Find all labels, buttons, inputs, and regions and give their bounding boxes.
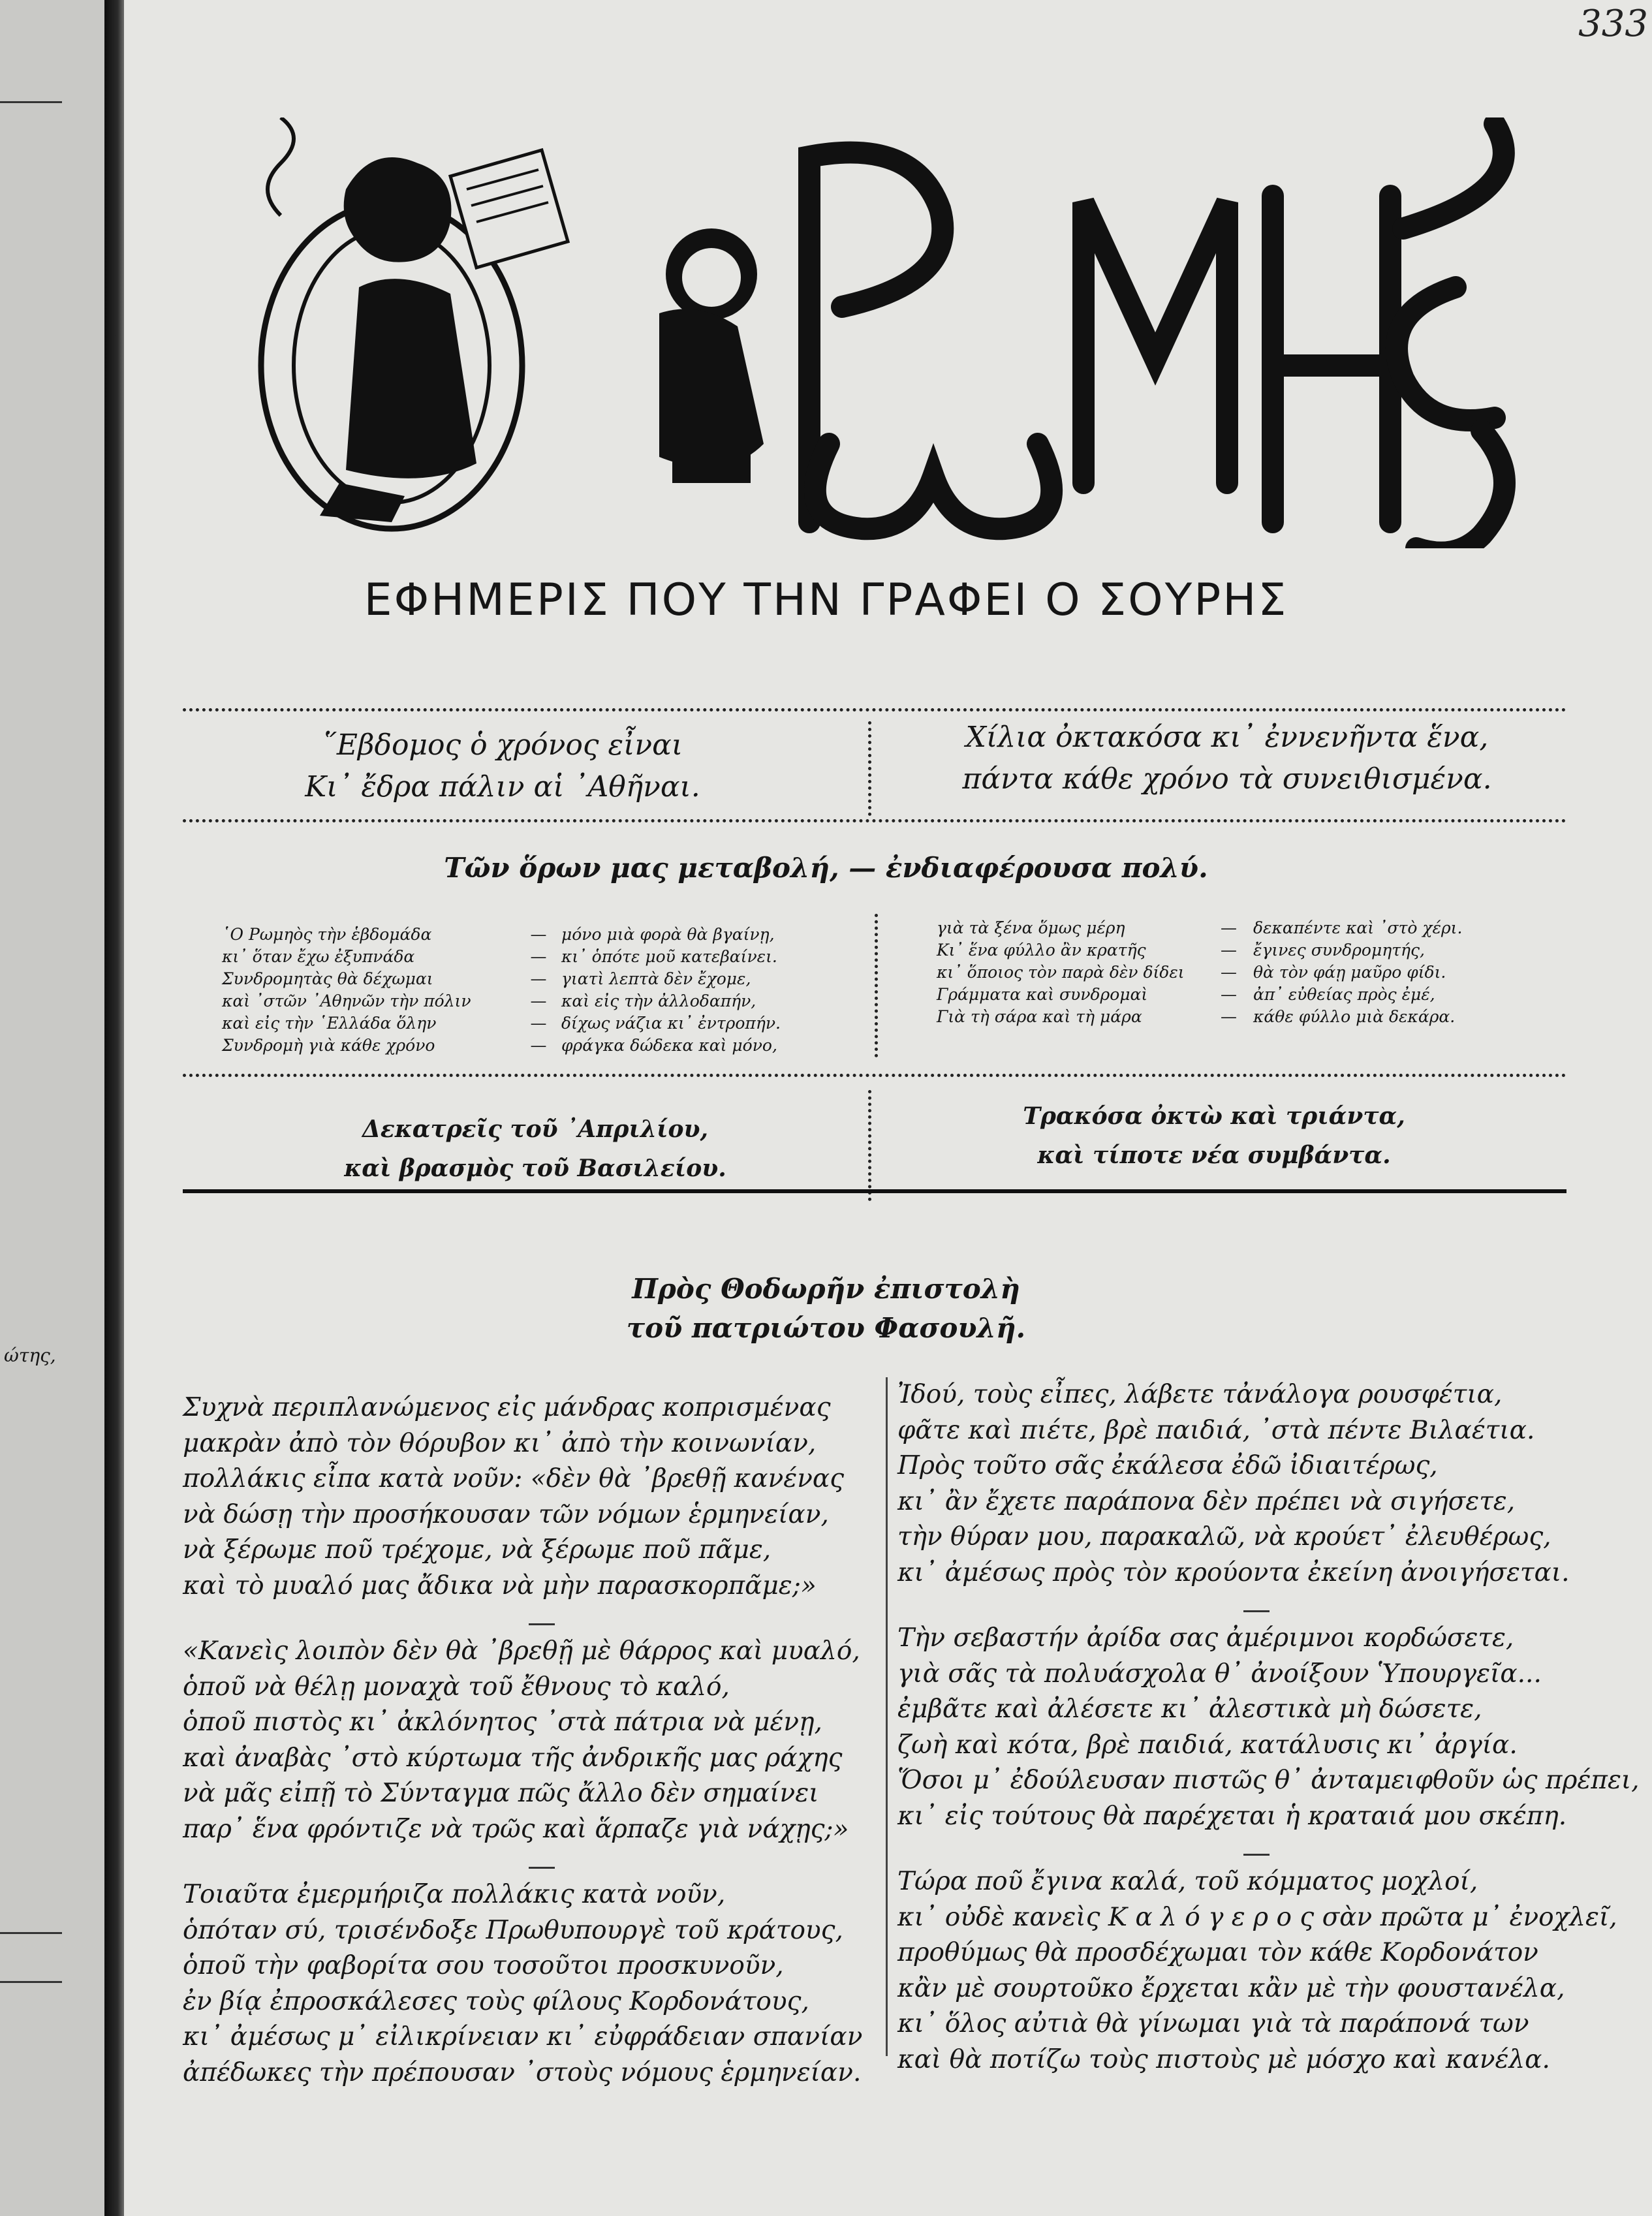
verse-line: Τὴν σεβαστήν ἀρίδα σας ἀμέριμνοι κορδώσετε, xyxy=(897,1623,1514,1653)
verse-line: ῞Εβδομος ὁ χρόνος εἶναι xyxy=(322,728,683,762)
verse-line: κι᾽ ἀμέσως μ᾽ εἰλικρίνειαν κι᾽ εὐφράδειαν σπανίαν xyxy=(183,2022,863,2052)
stanza-separator xyxy=(897,1850,1589,1864)
stanza xyxy=(897,1377,1589,1591)
dotted-column-divider xyxy=(868,721,871,816)
intro-verse-right xyxy=(901,717,1553,800)
verse-line: Ὅσοι μ᾽ ἐδούλευσαν πιστῶς θ᾽ ἀνταμειφθοῦν ὡς πρέπει, xyxy=(897,1766,1640,1795)
book-spine xyxy=(104,0,127,2216)
article-title xyxy=(0,1270,1652,1348)
dotted-column-divider xyxy=(875,914,878,1057)
verse-line: ὁποῦ πιστὸς κι᾽ ἀκλόνητος ᾽στὰ πάτρια νὰ μένῃ, xyxy=(183,1708,822,1737)
column-rule xyxy=(886,1377,888,2056)
masthead-logo xyxy=(242,117,1534,548)
terms-row: ῾Ο Ρωμηὸς τὴν ἑβδομάδα — μόνο μιὰ φορὰ θὰ βγαίνῃ, xyxy=(222,925,775,944)
verse-line: κι᾽ οὐδὲ κανεὶς Κ α λ ό γ ε ρ ο ς σὰν πρῶτα μ᾽ ἐνοχλεῖ, xyxy=(897,1902,1617,1932)
verse-line: ζωὴ καὶ κότα, βρὲ παιδιά, κατάλυσις κι᾽ ἀργία. xyxy=(897,1730,1518,1760)
verse-line: ἐν βίᾳ ἐπροσκάλεσες τοὺς φίλους Κορδονάτους, xyxy=(183,1986,809,2016)
verse-line: νὰ δώσῃ τὴν προσήκουσαν τῶν νόμων ἑρμηνείαν, xyxy=(183,1499,829,1529)
verse-line: ὁποῦ νὰ θέλῃ μοναχὰ τοῦ ἔθνους τὸ καλό, xyxy=(183,1672,730,1702)
verse-line: κἂν μὲ σουρτοῦκο ἔρχεται κἂν μὲ τὴν φουστανέλα, xyxy=(897,1973,1565,2003)
terms-row: καὶ ᾽στῶν ᾽Αθηνῶν τὴν πόλιν — καὶ εἰς τὴν ἀλλοδαπήν, xyxy=(222,991,756,1010)
verse-line: μακρὰν ἀπὸ τὸν θόρυβον κι᾽ ἀπὸ τὴν κοινωνίαν, xyxy=(183,1428,817,1458)
margin-rule xyxy=(0,1981,62,1983)
terms-row: Συνδρομὴ γιὰ κάθε χρόνο — φράγκα δώδεκα καὶ μόνο, xyxy=(222,1036,777,1055)
dotted-divider xyxy=(183,1074,1566,1077)
verse-line: φᾶτε καὶ πιέτε, βρὲ παιδιά, ᾽στὰ πέντε Βιλαέτια. xyxy=(897,1415,1535,1445)
verse-line: ἐμβᾶτε καὶ ἀλέσετε κι᾽ ἀλεστικὰ μὴ δώσετε, xyxy=(897,1694,1482,1724)
verse-line: νὰ ξέρωμε ποῦ τρέχομε, νὰ ξέρωμε ποῦ πᾶμε, xyxy=(183,1535,771,1565)
article-title-line: τοῦ πατριώτου Φασουλῆ. xyxy=(626,1312,1026,1344)
solid-divider xyxy=(183,1189,1566,1193)
article-title-line: Πρὸς Θοδωρῆν ἐπιστολὴ xyxy=(632,1273,1020,1305)
masthead-tagline: ΕΦΗΜΕΡΙΣ ΠΟΥ ΤΗΝ ΓΡΑΦΕΙ Ο ΣΟΥΡΗΣ xyxy=(364,574,1288,626)
date-line: Τρακόσα ὀκτὼ καὶ τριάντα, xyxy=(1023,1102,1405,1130)
margin-rule xyxy=(0,101,62,103)
masthead-illustration xyxy=(242,117,1534,548)
verse-line: νὰ μᾶς εἰπῇ τὸ Σύνταγμα πῶς ἄλλο δὲν σημαίνει xyxy=(183,1779,819,1808)
verse-line: τὴν θύραν μου, παρακαλῶ, νὰ κρούετ᾽ ἐλευθέρως, xyxy=(897,1522,1551,1552)
verse-line: κι᾽ ἂν ἔχετε παράπονα δὲν πρέπει νὰ σιγήσετε, xyxy=(897,1486,1516,1516)
verse-line: ὁπόταν σύ, τρισένδοξε Πρωθυπουργὲ τοῦ κράτους, xyxy=(183,1915,843,1945)
verse-line: πολλάκις εἶπα κατὰ νοῦν: «δὲν θὰ ᾽βρεθῇ κανένας xyxy=(183,1464,845,1493)
verse-line: γιὰ σᾶς τὰ πολυάσχολα θ᾽ ἀνοίξουν Ὑπουργεῖα... xyxy=(897,1659,1542,1689)
article-right-column xyxy=(897,1377,1640,2093)
verse-line: προθύμως θὰ προσδέχωμαι τὸν κάθε Κορδονάτον xyxy=(897,1938,1538,1967)
verse-line: ὁποῦ τὴν φαβορίτα σου τοσοῦτοι προσκυνοῦν, xyxy=(183,1951,784,1980)
verse-line: Τοιαῦτα ἐμερμήριζα πολλάκις κατὰ νοῦν, xyxy=(183,1880,726,1909)
dotted-divider xyxy=(183,819,1566,822)
terms-row: Γιὰ τὴ σάρα καὶ τὴ μάρα — κάθε φύλλο μιὰ δεκάρα. xyxy=(937,1007,1456,1026)
terms-heading: Τῶν ὅρων μας μεταβολή, — ἐνδιαφέρουσα πολύ. xyxy=(444,852,1208,884)
terms-row: Συνδρομητὰς θὰ δέχωμαι — γιατὶ λεπτὰ δὲν ἔχομε, xyxy=(222,969,751,988)
verse-line: Τώρα ποῦ ἔγινα καλά, τοῦ κόμματος μοχλοί, xyxy=(897,1867,1478,1896)
verse-line: κι᾽ ὅλος αὐτιὰ θὰ γίνωμαι γιὰ τὰ παράπονά των xyxy=(897,2009,1529,2038)
verse-line: Ἰδού, τοὺς εἶπες, λάβετε τἀνάλογα ρουσφέτια, xyxy=(897,1380,1503,1409)
stanza xyxy=(183,1877,875,2091)
margin-rule xyxy=(0,1932,62,1934)
date-line: καὶ τίποτε νέα συμβάντα. xyxy=(1037,1142,1391,1169)
terms-right-column xyxy=(937,917,1462,1028)
margin-fragment: ώτης, xyxy=(4,1345,56,1366)
intro-verse-left xyxy=(248,725,757,808)
verse-line: κι᾽ ἀμέσως πρὸς τὸν κρούοντα ἐκείνη ἀνοιγήσεται. xyxy=(897,1557,1570,1587)
verse-line: καὶ ἀναβὰς ᾽στὸ κύρτωμα τῆς ἀνδρικῆς μας ράχης xyxy=(183,1743,843,1773)
dotted-column-divider xyxy=(868,1090,871,1201)
date-line: καὶ βρασμὸς τοῦ Βασιλείου. xyxy=(344,1155,726,1182)
stanza xyxy=(183,1634,875,1847)
verse-line: πάντα κάθε χρόνο τὰ συνειθισμένα. xyxy=(962,762,1492,796)
terms-left-column xyxy=(222,924,781,1057)
issue-date xyxy=(222,1110,849,1188)
terms-row: καὶ εἰς τὴν ῾Ελλάδα ὅλην — δίχως νάζια κι᾽ ἐντροπήν. xyxy=(222,1014,781,1033)
verse-line: Κι᾽ ἔδρα πάλιν αἱ ᾽Αθῆναι. xyxy=(305,770,700,804)
verse-line: καὶ τὸ μυαλό μας ἄδικα νὰ μὴν παρασκορπᾶμε;» xyxy=(183,1570,817,1600)
dotted-divider xyxy=(183,708,1566,711)
stanza-separator xyxy=(183,1619,875,1634)
verse-line: Πρὸς τοῦτο σᾶς ἐκάλεσα ἐδῶ ἰδιαιτέρως, xyxy=(897,1451,1438,1480)
verse-line: «Κανεὶς λοιπὸν δὲν θὰ ᾽βρεθῇ μὲ θάρρος καὶ μυαλό, xyxy=(183,1636,860,1666)
adjacent-page-strip xyxy=(0,0,104,2216)
verse-line: καὶ θὰ ποτίζω τοὺς πιστοὺς μὲ μόσχο καὶ κανέλα. xyxy=(897,2044,1550,2074)
issue-number xyxy=(901,1097,1527,1175)
terms-row: Κι᾽ ἕνα φύλλο ἂν κρατῆς — ἔγινες συνδρομητής, xyxy=(937,941,1425,960)
terms-row: κι᾽ ὅποιος τὸν παρὰ δὲν δίδει — θὰ τὸν φάῃ μαῦρο φίδι. xyxy=(937,963,1446,982)
verse-line: ἀπέδωκες τὴν πρέπουσαν ᾽στοὺς νόμους ἑρμηνείαν. xyxy=(183,2057,862,2087)
stanza xyxy=(183,1390,875,1604)
page-number: 333 xyxy=(1578,3,1648,45)
article-left-column xyxy=(183,1390,875,2106)
terms-row: γιὰ τὰ ξένα ὅμως μέρη — δεκαπέντε καὶ ᾽στὸ χέρι. xyxy=(937,918,1463,937)
terms-row: Γράμματα καὶ συνδρομαὶ — ἀπ᾽ εὐθείας πρὸς ἐμέ, xyxy=(937,985,1435,1004)
verse-line: Συχνὰ περιπλανώμενος εἰς μάνδρας κοπρισμένας xyxy=(183,1393,831,1422)
verse-line: κι᾽ εἰς τούτους θὰ παρέχεται ἡ κραταιά μου σκέπη. xyxy=(897,1801,1567,1831)
stanza-separator xyxy=(183,1863,875,1877)
verse-line: Χίλια ὀκτακόσα κι᾽ ἐννενῆντα ἕνα, xyxy=(965,721,1489,754)
stanza xyxy=(897,1621,1640,1834)
terms-row: κι᾽ ὅταν ἔχω ἐξυπνάδα — κι᾽ ὁπότε μοῦ κατεβαίνει. xyxy=(222,947,777,966)
stanza xyxy=(897,1864,1617,2078)
verse-line: παρ᾽ ἕνα φρόντιζε νὰ τρῶς καὶ ἅρπαζε γιὰ νάχῃς;» xyxy=(183,1814,849,1844)
stanza-separator xyxy=(897,1606,1589,1621)
date-line: Δεκατρεῖς τοῦ ᾽Απριλίου, xyxy=(362,1116,708,1143)
